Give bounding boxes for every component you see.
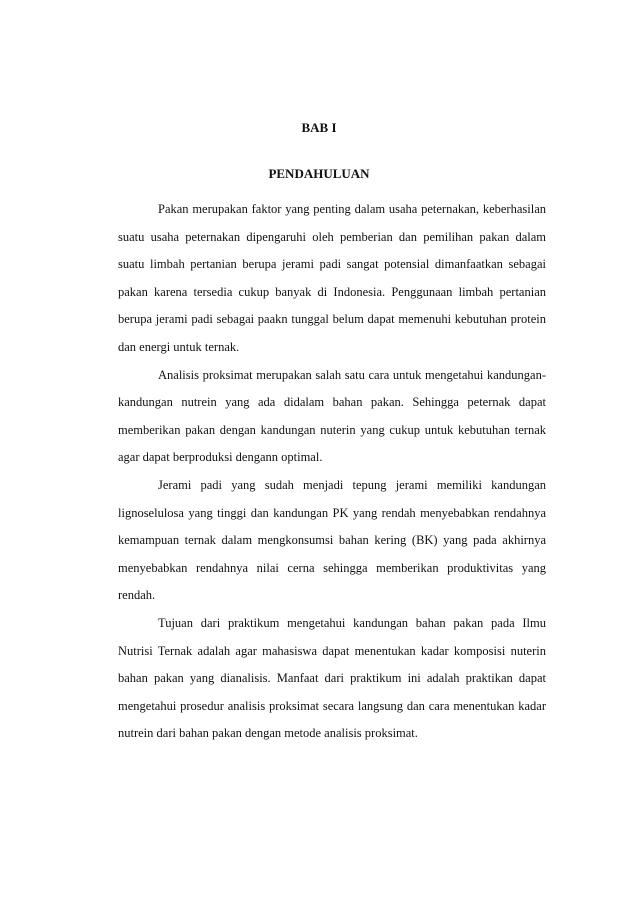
- chapter-title: PENDAHULUAN: [268, 166, 370, 181]
- chapter-heading: BAB I: [301, 120, 337, 135]
- document-body: [118, 196, 546, 748]
- paragraph-2: Analisis proksimat merupakan salah satu cara untuk mengetahui kandungan-kandungan nutrein yang ada didalam bahan pakan. Sehingga peternak dapat memberikan pakan dengan kandungan nuterin yang cukup untuk kebutuhan ternak agar dapat berproduksi dengann optimal.: [118, 367, 546, 465]
- paragraph-1: Pakan merupakan faktor yang penting dalam usaha peternakan, keberhasilan suatu usaha peternakan dipengaruhi oleh pemberian dan pemilihan pakan dalam suatu limbah pertanian berupa jerami padi sangat potensial dimanfaatkan sebagai pakan karena tersedia cukup banyak di Indonesia. Penggunaan limbah pertanian berupa jerami padi sebagai paakn tunggal belum dapat memenuhi kebutuhan protein dan energi untuk ternak.: [118, 202, 546, 354]
- paragraph-3: Jerami padi yang sudah menjadi tepung jerami memiliki kandungan lignoselulosa yang tinggi dan kandungan PK yang rendah menyebabkan rendahnya kemampuan ternak dalam mengkonsumsi bahan kering (BK) yang pada akhirnya menyebabkan rendahnya nilai cerna sehingga memberikan produktivitas yang rendah.: [118, 477, 546, 603]
- paragraph-4: Tujuan dari praktikum mengetahui kandungan bahan pakan pada Ilmu Nutrisi Ternak adalah agar mahasiswa dapat menentukan kadar komposisi nuterin bahan pakan yang dianalisis. Manfaat dari praktikum ini adalah praktikan dapat mengetahui prosedur analisis proksimat secara langsung dan cara menentukan kadar nutrein dari bahan pakan dengan metode analisis proksimat.: [118, 615, 546, 741]
